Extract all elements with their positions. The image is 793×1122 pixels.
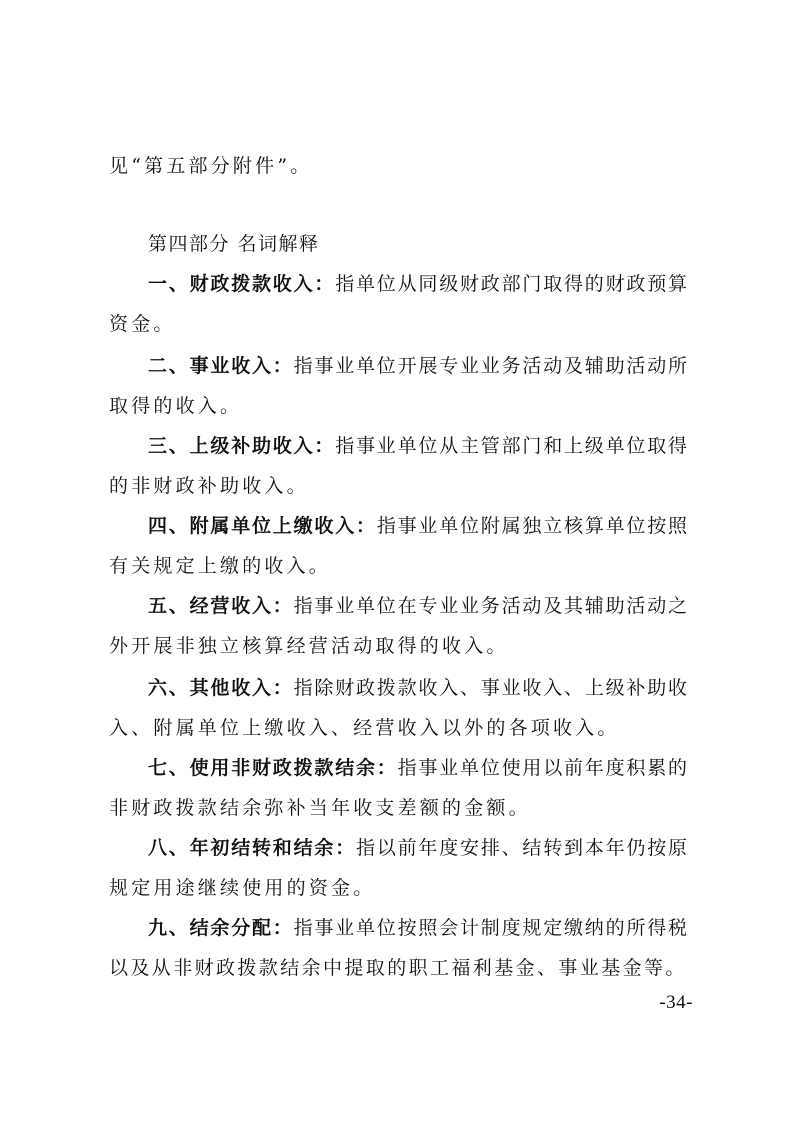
definition-continuation: 资金。 <box>109 313 176 335</box>
definition-continuation: 有关规定上缴的收入。 <box>109 555 332 577</box>
definition-text: 指除财政拨款收入、事业收入、上级补助收 <box>293 677 689 699</box>
definition-continuation: 以及从非财政拨款结余中提取的职工福利基金、事业基金等。 <box>109 957 687 979</box>
definition-first-line <box>148 593 689 619</box>
definition-first-line <box>148 513 689 539</box>
definition-text: 指事业单位附属独立核算单位按照 <box>376 515 689 537</box>
definition-continuation: 非财政拨款结余弥补当年收支差额的金额。 <box>109 797 531 819</box>
definition-continuation: 取得的收入。 <box>109 395 243 417</box>
definition-text: 指事业单位使用以前年度积累的 <box>397 757 689 779</box>
definition-continuation: 的非财政补助收入。 <box>109 475 309 497</box>
definition-text: 指以前年度安排、结转到本年仍按原 <box>356 837 689 859</box>
definition-first-line <box>148 915 689 941</box>
continuation-text: 见“第五部分附件”。 <box>109 155 313 177</box>
definition-continuation: 规定用途继续使用的资金。 <box>109 877 376 899</box>
definition-first-line <box>148 835 689 861</box>
definition-text: 指单位从同级财政部门取得的财政预算 <box>335 273 689 295</box>
section-title: 第四部分 名词解释 <box>148 233 320 255</box>
definition-continuation: 外开展非独立核算经营活动取得的收入。 <box>109 635 509 657</box>
definition-first-line <box>148 675 689 701</box>
definition-text: 指事业单位在专业业务活动及其辅助活动之 <box>293 595 689 617</box>
definition-continuation: 入、附属单位上缴收入、经营收入以外的各项收入。 <box>109 717 620 739</box>
definition-term: 一、财政拨款收入： <box>148 273 336 295</box>
page-number: -34- <box>659 992 693 1013</box>
definition-term: 四、附属单位上缴收入： <box>148 515 377 537</box>
definition-text: 指事业单位从主管部门和上级单位取得 <box>335 435 689 457</box>
definition-term: 六、其他收入： <box>148 677 294 699</box>
definition-text: 指事业单位开展专业业务活动及辅助活动所 <box>293 355 689 377</box>
definition-term: 九、结余分配： <box>148 917 294 939</box>
definition-first-line <box>148 271 689 297</box>
definition-term: 七、使用非财政拨款结余： <box>148 757 398 779</box>
definition-term: 二、事业收入： <box>148 355 294 377</box>
definition-text: 指事业单位按照会计制度规定缴纳的所得税 <box>293 917 689 939</box>
definition-first-line <box>148 755 689 781</box>
definition-term: 八、年初结转和结余： <box>148 837 357 859</box>
definition-first-line <box>148 353 689 379</box>
definition-term: 五、经营收入： <box>148 595 294 617</box>
definition-term: 三、上级补助收入： <box>148 435 336 457</box>
definition-first-line <box>148 433 689 459</box>
